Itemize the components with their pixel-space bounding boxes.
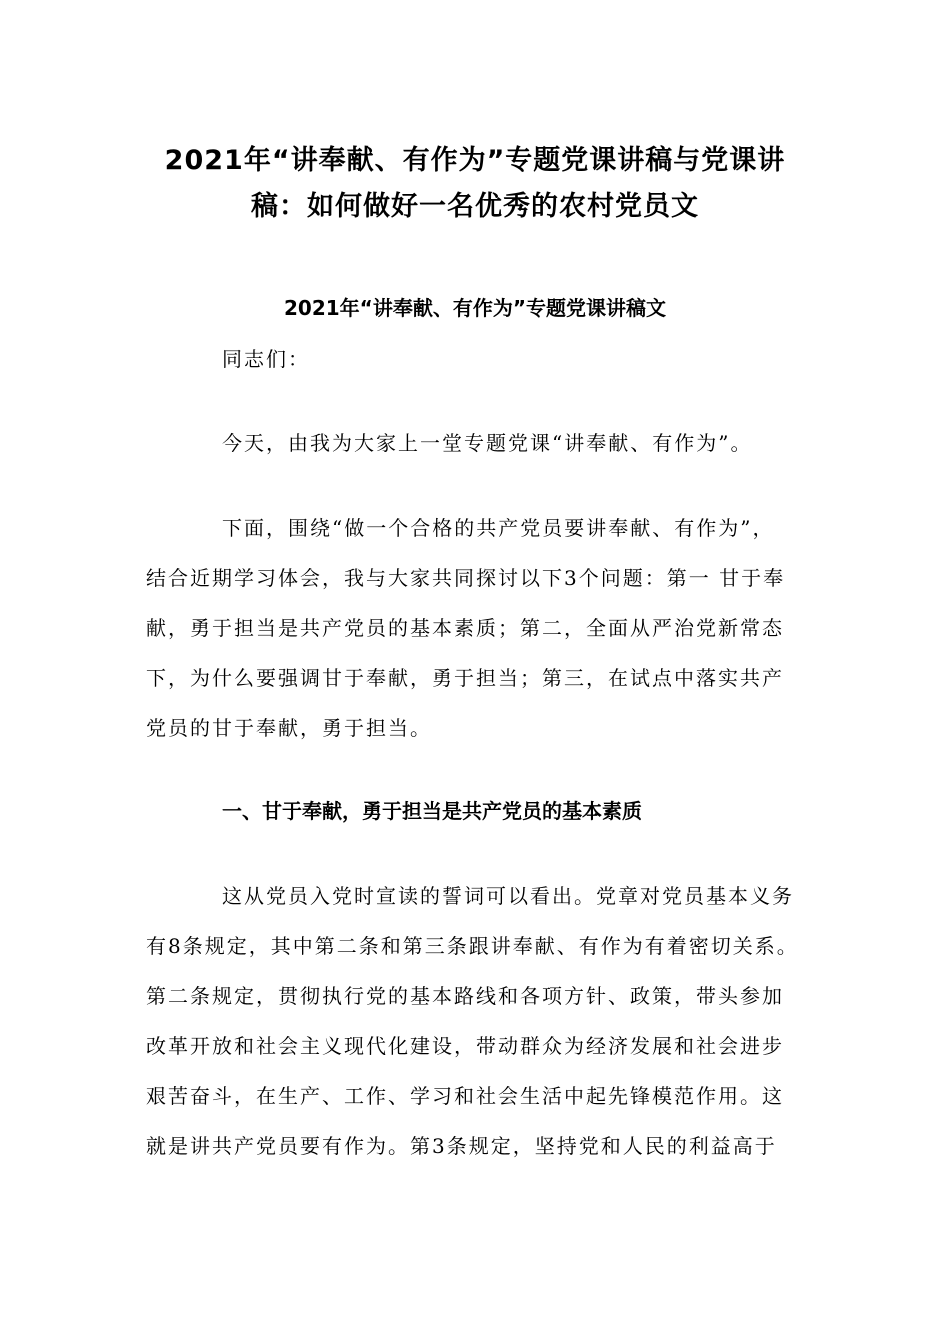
paragraph-intro: 今天，由我为大家上一堂专题党课“讲奉献、有作为”。	[222, 431, 753, 455]
paragraph-line: 献，勇于担当是共产党员的基本素质；第二，全面从严治党新常态	[146, 616, 784, 640]
salutation: 同志们：	[222, 347, 310, 371]
section-subtitle: 2021年“讲奉献、有作为”专题党课讲稿文	[284, 296, 666, 320]
paragraph-line: 这从党员入党时宣读的誓词可以看出。党章对党员基本义务	[222, 884, 794, 908]
document-title-line-2: 稿：如何做好一名优秀的农村党员文	[251, 191, 699, 222]
paragraph-line: 有8条规定，其中第二条和第三条跟讲奉献、有作为有着密切关系。	[146, 934, 799, 958]
paragraph-line: 改革开放和社会主义现代化建设，带动群众为经济发展和社会进步	[146, 1034, 784, 1058]
paragraph-line: 结合近期学习体会，我与大家共同探讨以下3个问题：第一 甘于奉	[146, 566, 786, 590]
paragraph-line: 下面，围绕“做一个合格的共产党员要讲奉献、有作为”，	[222, 516, 775, 540]
paragraph-line: 下，为什么要强调甘于奉献，勇于担当；第三，在试点中落实共产	[146, 666, 784, 690]
paragraph-line: 就是讲共产党员要有作为。第3条规定，坚持党和人民的利益高于	[146, 1134, 777, 1158]
document-title-line-1: 2021年“讲奉献、有作为”专题党课讲稿与党课讲	[164, 145, 786, 176]
paragraph-line: 党员的甘于奉献，勇于担当。	[146, 716, 432, 740]
paragraph-line: 艰苦奋斗，在生产、工作、学习和社会生活中起先锋模范作用。这	[146, 1084, 784, 1108]
section-heading: 一、甘于奉献，勇于担当是共产党员的基本素质	[222, 799, 642, 823]
paragraph-line: 第二条规定，贯彻执行党的基本路线和各项方针、政策，带头参加	[146, 984, 784, 1008]
